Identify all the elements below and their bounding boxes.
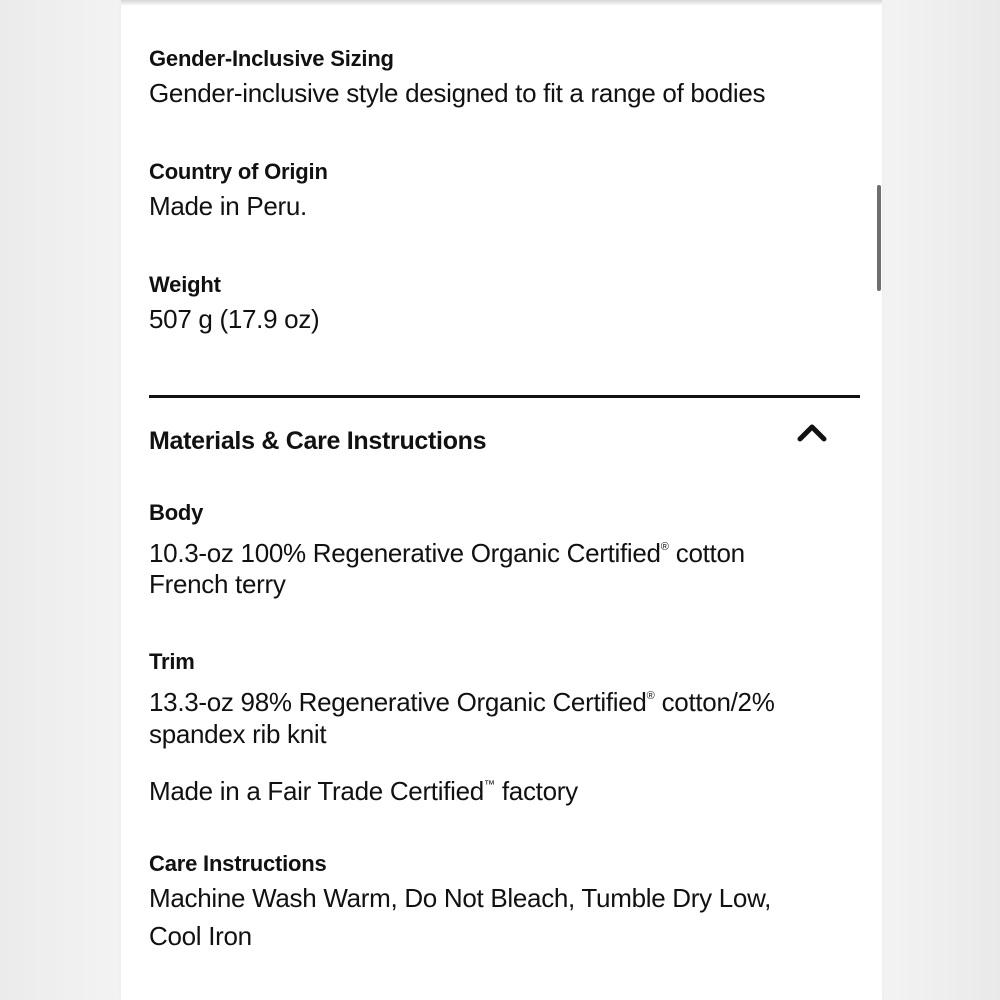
body-value-line2: French terry bbox=[149, 569, 286, 599]
trim-label: Trim bbox=[149, 649, 195, 674]
section-divider bbox=[149, 395, 860, 398]
panel-top-shadow bbox=[121, 0, 882, 6]
country-of-origin-label: Country of Origin bbox=[149, 159, 328, 184]
materials-care-accordion-header[interactable] bbox=[149, 420, 860, 464]
body-value-line1-text: 10.3-oz 100% Regenerative Organic Certified bbox=[149, 538, 661, 568]
product-details-panel bbox=[121, 0, 882, 1000]
body-label: Body bbox=[149, 500, 204, 525]
registered-mark: ® bbox=[646, 690, 655, 702]
registered-mark: ® bbox=[660, 541, 669, 553]
care-instructions-line2: Cool Iron bbox=[149, 921, 252, 951]
scrollbar-thumb[interactable] bbox=[877, 185, 881, 291]
body-value-line1-suffix: cotton bbox=[668, 538, 745, 568]
chevron-up-icon[interactable] bbox=[796, 420, 828, 444]
care-instructions-line1: Machine Wash Warm, Do Not Bleach, Tumble Dry Low, bbox=[149, 883, 772, 913]
fair-trade-statement bbox=[149, 767, 578, 810]
gender-sizing-value: Gender-inclusive style designed to fit a range of bodies bbox=[149, 78, 766, 108]
trademark-mark: ™ bbox=[483, 779, 495, 791]
fair-trade-suffix: factory bbox=[494, 776, 578, 806]
trim-value-line1-text: 13.3-oz 98% Regenerative Organic Certified bbox=[149, 687, 647, 717]
trim-value-line1 bbox=[149, 678, 775, 721]
trim-value-line2: spandex rib knit bbox=[149, 719, 327, 749]
gender-sizing-label: Gender-Inclusive Sizing bbox=[149, 46, 394, 71]
care-instructions-label: Care Instructions bbox=[149, 851, 327, 876]
fair-trade-text: Made in a Fair Trade Certified bbox=[149, 776, 484, 806]
materials-care-title: Materials & Care Instructions bbox=[149, 427, 487, 455]
weight-label: Weight bbox=[149, 272, 221, 297]
trim-value-line1-suffix: cotton/2% bbox=[654, 687, 775, 717]
weight-value: 507 g (17.9 oz) bbox=[149, 304, 320, 334]
country-of-origin-value: Made in Peru. bbox=[149, 191, 307, 221]
